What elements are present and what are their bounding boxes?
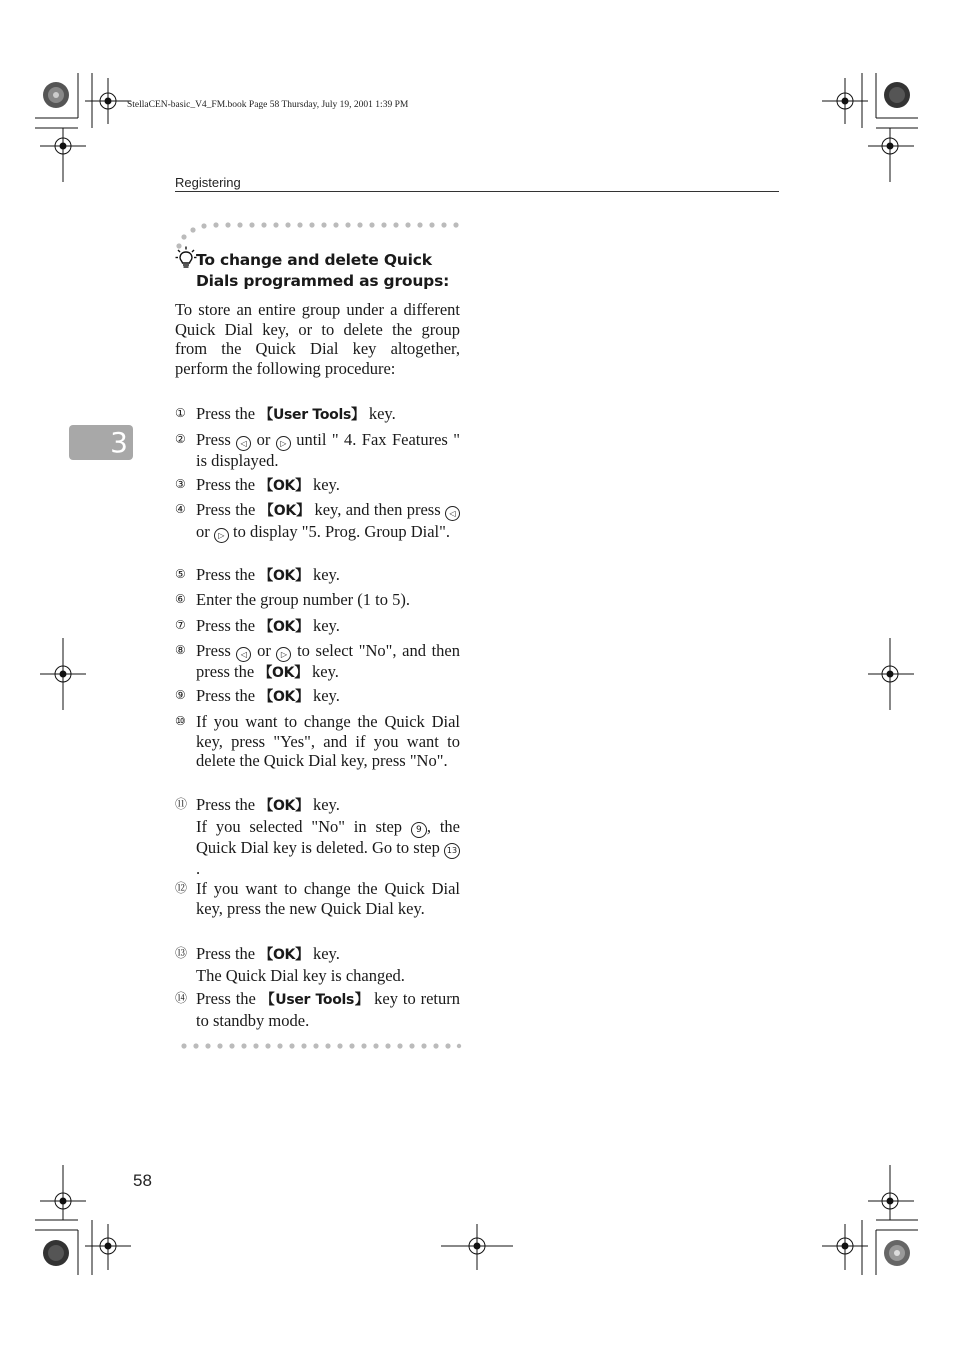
step-7 [175, 616, 460, 638]
ok-key: 【OK】 [259, 478, 309, 494]
tip-title-line1: To change and delete Quick [196, 251, 432, 269]
step-text: Press the [196, 404, 260, 423]
step-text: key. [308, 944, 340, 963]
ok-key: 【OK】 [259, 947, 309, 963]
step-text: If you want to change the Quick Dial key, press "Yes", and if you want to delete the Quick Dial key, press "No". [196, 712, 460, 771]
ok-key: 【OK】 [259, 568, 309, 584]
chapter-number: 3 [110, 426, 128, 459]
step-text: to select "No", and then press the [196, 641, 460, 681]
step-text: Press [196, 430, 237, 449]
step-number: ⑩ [175, 714, 186, 728]
step-5 [175, 565, 460, 587]
step-text: or [251, 641, 277, 660]
key-label: OK [272, 689, 296, 705]
step-reference-9: 9 [411, 822, 427, 838]
step-number: ② [175, 432, 186, 446]
key-label: OK [272, 665, 295, 681]
step-text: key. [308, 565, 340, 584]
page-number: 58 [133, 1171, 152, 1190]
key-label: OK [272, 478, 296, 494]
step-6 [175, 590, 460, 610]
step-text: Press the [196, 500, 260, 519]
right-arrow-icon: ▷ [276, 647, 291, 662]
step-note: If you selected "No" in step [196, 816, 411, 836]
step-4 [175, 500, 460, 543]
step-2 [175, 430, 460, 471]
step-11 [175, 795, 460, 878]
left-arrow-icon: ◁ [236, 647, 251, 662]
key-label: OK [272, 619, 296, 635]
step-text: or [251, 430, 276, 449]
ok-key: 【OK】 [259, 798, 309, 814]
tip-title-line2: Dials programmed as groups: [196, 272, 450, 290]
ok-key: 【OK】 [259, 503, 311, 519]
step-10 [175, 712, 460, 771]
step-reference-13: 13 [444, 843, 460, 859]
step-text: key. [308, 616, 340, 635]
step-number: ⑦ [175, 618, 186, 632]
step-number: ⑧ [175, 643, 186, 657]
step-number: ① [175, 406, 186, 420]
step-number: ⑫ [175, 881, 188, 895]
step-14 [175, 989, 460, 1030]
step-text: key. [364, 404, 396, 423]
step-note: The Quick Dial key is changed. [196, 965, 405, 985]
key-label: OK [272, 798, 296, 814]
step-text: Press the [196, 565, 260, 584]
step-text: Press the [196, 795, 260, 814]
step-number: ④ [175, 502, 186, 516]
step-note: . [196, 858, 201, 878]
ok-key: 【OK】 [259, 619, 309, 635]
step-number: ⑭ [175, 991, 188, 1005]
step-13 [175, 944, 460, 985]
step-number: ⑬ [175, 946, 188, 960]
intro-paragraph: To store an entire group under a different Quick Dial key, or to delete the group from the Quick Dial key altogether, perform the following procedure: [175, 300, 460, 378]
step-note: , the Quick Dial key is deleted. Go to step [196, 816, 460, 857]
step-text: key, and then press [310, 500, 446, 519]
left-arrow-icon: ◁ [236, 436, 251, 451]
user-tools-key: 【User Tools】 [259, 407, 365, 423]
step-text: If you want to change the Quick Dial key, press the new Quick Dial key. [196, 879, 460, 918]
tip-title [196, 250, 462, 292]
step-text: until " 4. Fax Features " is displayed. [196, 430, 460, 470]
chapter-tab [69, 425, 133, 460]
step-text: to display "5. Prog. Group Dial". [228, 521, 450, 541]
step-8 [175, 641, 460, 684]
step-text: or [196, 521, 214, 541]
right-arrow-icon: ▷ [214, 528, 229, 543]
step-text: Press [196, 641, 237, 660]
step-text: Press the [196, 475, 260, 494]
user-tools-key: 【User Tools】 [260, 992, 370, 1008]
ok-key: 【OK】 [258, 665, 308, 681]
step-text: Press the [196, 944, 260, 963]
step-number: ⑥ [175, 592, 186, 606]
key-label: OK [273, 503, 296, 519]
step-1 [175, 404, 460, 426]
step-text: Press the [196, 616, 260, 635]
step-3 [175, 475, 460, 497]
key-label: User Tools [272, 407, 351, 423]
step-text: key to return to standby mode. [196, 989, 460, 1030]
step-number: ⑪ [175, 797, 188, 811]
file-info-header: StellaCEN-basic_V4_FM.book Page 58 Thursday, July 19, 2001 1:39 PM [127, 100, 409, 110]
step-text: key. [307, 662, 339, 681]
step-text: key. [308, 475, 340, 494]
section-header: Registering [175, 175, 779, 192]
step-text: Press the [196, 686, 260, 705]
step-text: Enter the group number (1 to 5). [196, 590, 410, 609]
lightbulb-icon [175, 246, 197, 270]
step-text: key. [308, 795, 340, 814]
key-label: OK [272, 947, 296, 963]
right-arrow-icon: ▷ [276, 436, 291, 451]
step-text: key. [308, 686, 340, 705]
step-number: ③ [175, 477, 186, 491]
key-label: OK [272, 568, 296, 584]
step-9 [175, 686, 460, 708]
tip-bottom-dotted-border [175, 1041, 465, 1051]
step-number: ⑤ [175, 567, 186, 581]
key-label: User Tools [275, 992, 355, 1008]
step-number: ⑨ [175, 688, 186, 702]
ok-key: 【OK】 [259, 689, 309, 705]
step-12 [175, 879, 460, 918]
step-text: Press the [196, 989, 261, 1008]
left-arrow-icon: ◁ [445, 506, 460, 521]
